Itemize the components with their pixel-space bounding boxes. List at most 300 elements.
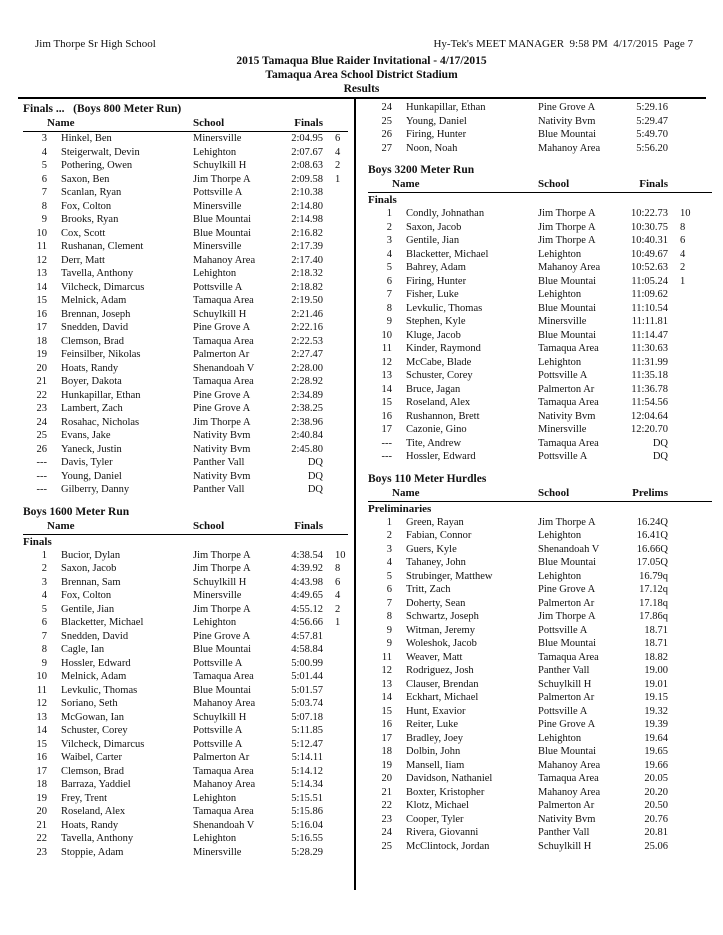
athlete-name-cell: Melnick, Adam [61,671,127,682]
school-cell: Palmerton Ar [538,597,595,609]
athlete-name-cell: Mansell, Iiam [406,759,465,771]
athlete-name-cell: Bruce, Jagan [406,383,461,395]
school-cell: Jim Thorpe A [193,173,251,185]
result-row [23,562,348,576]
school-cell: Lehighton [538,530,582,541]
athlete-name-cell: Hinkel, Ben [61,133,112,144]
points-cell [668,799,712,813]
result-row [368,597,712,611]
school-cell: Lehighton [538,289,582,300]
result-column-header: Finals [294,117,323,129]
athlete-name-cell: Davis, Tyler [61,457,113,468]
points-cell [323,308,348,322]
points-cell [323,697,348,711]
place-cell: 11 [36,241,47,252]
athlete-name-cell: Barraza, Yaddiel [61,779,131,790]
points-cell [668,128,712,142]
athlete-name-cell: Bahrey, Adam [406,262,466,273]
result-cell: 20.81 [644,827,668,838]
points-cell [323,416,348,430]
points-cell [323,240,348,254]
result-row [23,213,348,227]
school-cell: Minersville [193,200,242,212]
result-cell: 17.12q [639,584,668,595]
school-cell: Mahanoy Area [538,759,601,771]
school-cell: Schuylkill H [193,308,247,320]
athlete-name-cell: Hunt, Exavior [406,705,466,717]
result-row [23,711,348,725]
place-cell: 16 [36,308,47,320]
result-row [368,207,712,221]
result-row [368,275,712,289]
result-column-header: Finals [639,178,668,190]
school-cell: Mahanoy Area [193,698,256,709]
place-cell: 1 [386,516,392,528]
athlete-name-cell: Roseland, Alex [61,806,126,817]
place-cell: 9 [386,638,392,649]
round-subheading: Preliminaries [368,502,432,515]
result-row [368,664,712,678]
result-row [368,437,712,451]
school-cell: Tamaqua Area [193,335,254,347]
place-cell: 6 [41,173,47,185]
place-cell: 8 [386,611,392,622]
place-cell: 16 [36,752,47,763]
points-cell [668,637,712,651]
points-cell: 10 [680,208,691,219]
school-cell: Pine Grove A [193,322,251,333]
place-cell: --- [36,484,47,495]
athlete-name-cell: Clemson, Brad [61,765,124,777]
athlete-name-cell: Noon, Noah [406,142,458,154]
result-row [23,616,348,630]
school-cell: Blue Mountai [538,329,597,341]
points-cell [668,142,712,156]
result-cell: 25.06 [644,840,668,852]
points-cell [323,832,348,846]
result-cell: 5:15.86 [291,806,323,817]
result-row [23,321,348,335]
place-cell: 6 [41,617,47,628]
result-cell: 2:16.82 [291,227,323,239]
school-cell: Nativity Bvm [538,115,596,127]
athlete-name-cell: Gilberry, Danny [61,484,130,495]
athlete-name-cell: Blacketter, Michael [61,617,144,628]
result-row [23,294,348,308]
place-cell: 13 [381,370,392,381]
school-cell: Blue Mountai [193,684,252,696]
place-cell: 8 [386,302,392,314]
place-cell: 9 [386,316,392,327]
result-cell: 11:10.54 [631,302,668,314]
school-cell: Pine Grove A [193,389,251,401]
result-row [368,772,712,786]
place-cell: 23 [36,846,47,858]
school-cell: Pottsville A [193,725,243,736]
result-cell: 18.82 [644,651,668,663]
points-cell [668,732,712,746]
column-headers [368,178,712,193]
place-cell: 1 [41,549,47,561]
school-cell: Pottsville A [193,187,243,198]
athlete-name-cell: Hunkapillar, Ethan [61,389,141,401]
athlete-name-cell: Brennan, Joseph [61,308,131,320]
points-cell: 4 [680,248,686,260]
athlete-name-cell: Brooks, Ryan [61,214,119,225]
athlete-name-cell: Klotz, Michael [406,800,469,811]
athlete-name-cell: Firing, Hunter [406,275,467,287]
result-row [23,697,348,711]
place-cell: --- [36,457,47,468]
place-cell: 17 [36,765,47,777]
result-cell: 5:28.29 [291,846,323,858]
result-cell: 2:18.82 [291,281,323,293]
school-cell: Lehighton [538,732,582,744]
school-column-header: School [193,117,225,129]
result-cell: 5:29.16 [636,102,668,113]
points-cell: 1 [335,173,341,185]
points-cell [323,254,348,268]
athlete-name-cell: Gentile, Jian [406,235,460,246]
school-cell: Tamaqua Area [193,376,254,387]
result-row [368,556,712,570]
place-cell: 7 [41,630,47,642]
points-cell [323,670,348,684]
athlete-name-cell: Rodriguez, Josh [406,665,474,676]
points-cell: 6 [335,133,341,144]
result-row [23,443,348,457]
result-cell: 19.15 [644,692,668,703]
school-cell: Schuylkill H [538,678,592,690]
points-cell: 1 [335,617,341,628]
athlete-name-cell: Young, Daniel [61,470,122,482]
athlete-name-cell: Rivera, Giovanni [406,827,479,838]
result-cell: 5:12.47 [291,738,323,750]
result-row [23,308,348,322]
result-row [23,159,348,173]
school-cell: Tamaqua Area [193,295,254,306]
result-row [23,375,348,389]
school-cell: Palmerton Ar [538,692,595,703]
points-cell [323,200,348,214]
place-cell: 27 [381,142,392,154]
points-cell [668,718,712,732]
result-row [368,396,712,410]
column-headers [23,117,348,132]
school-cell: Shenandoah V [193,362,255,374]
school-cell: Panther Vall [538,665,590,676]
place-cell: 5 [41,603,47,615]
place-cell: 2 [386,530,392,541]
school-cell: Pine Grove A [193,403,251,414]
school-cell: Blue Mountai [538,638,597,649]
result-cell: 2:38.25 [291,403,323,414]
school-cell: Palmerton Ar [538,800,595,811]
result-cell: 16.41Q [636,530,668,541]
school-cell: Tamaqua Area [538,437,599,449]
place-cell: 2 [41,563,47,574]
result-row [368,529,712,543]
athlete-name-cell: Clemson, Brad [61,335,124,347]
points-cell: 2 [335,603,341,615]
place-cell: 11 [381,651,392,663]
result-row [23,751,348,765]
points-cell [668,583,712,597]
result-cell: 11:14.47 [631,329,668,341]
athlete-name-cell: Witman, Jeremy [406,624,475,636]
result-cell: 5:11.85 [291,725,323,736]
result-row [23,549,348,563]
result-cell: 2:38.96 [291,416,323,428]
round-subheading: Finals [368,194,397,206]
result-cell: 19.01 [644,678,668,690]
result-row [23,240,348,254]
place-cell: 16 [381,719,392,730]
school-cell: Tamaqua Area [538,773,599,784]
school-cell: Blue Mountai [538,275,597,287]
result-row [368,329,712,343]
result-cell: 18.71 [644,624,668,636]
result-column-header: Prelims [632,486,668,499]
athlete-name-cell: Guers, Kyle [406,543,457,555]
place-cell: 11 [381,343,392,354]
result-cell: 11:54.56 [631,397,668,408]
place-cell: 15 [381,705,392,717]
result-row [23,389,348,403]
result-row [368,234,712,248]
place-cell: 18 [36,335,47,347]
school-column-header: School [538,486,570,499]
result-row [368,516,712,530]
points-cell: 2 [335,160,341,171]
school-cell: Palmerton Ar [193,349,250,360]
place-cell: 1 [386,208,392,219]
result-cell: 5:14.34 [291,779,323,790]
result-cell: 2:07.67 [291,146,323,158]
result-cell: 4:49.65 [291,590,323,601]
athlete-name-cell: Frey, Trent [61,792,107,804]
points-cell [668,597,712,611]
athlete-name-cell: Snedden, David [61,630,129,642]
school-cell: Minersville [193,590,242,601]
result-row [368,342,712,356]
result-cell: 5:03.74 [291,698,323,709]
points-cell [323,227,348,241]
result-row [368,678,712,692]
school-cell: Blue Mountai [538,746,597,757]
result-row [23,483,348,497]
athlete-name-cell: Scanlan, Ryan [61,187,122,198]
athlete-name-cell: Kluge, Jacob [406,329,461,341]
result-row [23,227,348,241]
points-cell [668,651,712,665]
school-column-header: School [538,178,570,190]
host-school-name: Jim Thorpe Sr High School [35,38,156,50]
place-cell: 13 [36,268,47,279]
result-row [23,603,348,617]
result-cell: 20.76 [644,813,668,825]
points-cell [323,684,348,698]
place-cell: 17 [381,424,392,435]
points-cell [668,450,712,464]
result-row [23,254,348,268]
result-row [23,348,348,362]
athlete-name-cell: Bradley, Joey [406,732,464,744]
athlete-name-cell: Dolbin, John [406,746,461,757]
points-cell [323,456,348,470]
result-cell: 20.20 [644,786,668,798]
athlete-name-cell: Pothering, Owen [61,160,133,171]
result-row [23,470,348,484]
athlete-name-cell: Rushanan, Clement [61,241,144,252]
result-cell: 11:05.24 [631,275,668,287]
result-row [23,684,348,698]
school-cell: Tamaqua Area [193,806,254,817]
page-header [35,38,693,50]
athlete-name-cell: Clauser, Brendan [406,678,479,690]
points-cell [668,826,712,840]
place-cell: --- [381,451,392,462]
result-cell: 5:29.47 [636,115,668,127]
school-cell: Jim Thorpe A [193,563,251,574]
athlete-name-cell: McClintock, Jordan [406,840,490,852]
athlete-name-cell: Fox, Colton [61,200,112,212]
result-row [368,261,712,275]
school-cell: Nativity Bvm [538,813,596,825]
points-cell [323,778,348,792]
place-cell: 3 [386,235,392,246]
school-cell: Pine Grove A [538,102,596,113]
points-cell [668,396,712,410]
result-row [23,670,348,684]
result-row [368,759,712,773]
points-cell [323,846,348,860]
school-cell: Nativity Bvm [193,470,251,482]
place-cell: 7 [386,597,392,609]
points-cell [668,342,712,356]
event-heading: Finals ... (Boys 800 Meter Run) [23,103,182,115]
place-cell: 14 [381,692,392,703]
result-row [368,101,712,115]
points-cell: 2 [680,262,686,273]
result-row [23,402,348,416]
points-cell [323,335,348,349]
points-cell [668,288,712,302]
result-cell: 4:39.92 [291,563,323,574]
round-subheading: Finals [23,535,52,548]
result-cell: 10:40.31 [630,235,668,246]
points-cell [668,691,712,705]
athlete-name-cell: Rosahac, Nicholas [61,416,140,428]
event-section [23,505,348,860]
result-cell: 2:28.92 [291,376,323,387]
school-cell: Lehighton [193,617,237,628]
place-cell: 9 [41,657,47,669]
points-cell [323,281,348,295]
athlete-name-cell: Young, Daniel [406,115,467,127]
place-cell: 7 [41,187,47,198]
result-cell: 10:52.63 [630,262,668,273]
left-column [23,101,348,859]
athlete-name-cell: Yaneck, Justin [61,443,122,455]
athlete-name-cell: Cooper, Tyler [406,813,464,825]
points-cell [668,624,712,638]
school-cell: Tamaqua Area [538,397,599,408]
place-cell: 14 [36,725,47,736]
result-cell: 11:30.63 [631,343,668,354]
athlete-name-cell: Davidson, Nathaniel [406,773,493,784]
athlete-name-cell: Boyer, Dakota [61,376,122,387]
school-cell: Panther Vall [193,484,245,495]
points-cell [668,664,712,678]
result-cell: 2:28.00 [291,362,323,374]
result-cell: 19.39 [644,719,668,730]
school-cell: Jim Thorpe A [193,549,251,561]
school-cell: Lehighton [538,570,582,582]
result-cell: 19.66 [644,759,668,771]
points-cell [668,610,712,624]
result-cell: 19.00 [644,665,668,676]
school-cell: Pottsville A [193,281,243,293]
result-cell: 2:14.98 [291,214,323,225]
points-cell [668,745,712,759]
result-cell: 4:58.84 [291,644,323,655]
result-row [368,543,712,557]
result-row [368,128,712,142]
result-row [23,416,348,430]
result-row [23,657,348,671]
athlete-name-cell: Roseland, Alex [406,397,471,408]
place-cell: 12 [381,665,392,676]
school-cell: Panther Vall [538,827,590,838]
athlete-name-cell: Hoats, Randy [61,362,119,374]
result-cell: 11:09.62 [631,289,668,300]
place-cell: 5 [41,160,47,171]
place-cell: 4 [386,557,392,568]
column-divider [354,98,356,890]
result-cell: 2:17.39 [291,241,323,252]
place-cell: 11 [36,684,47,696]
result-cell: 18.71 [644,638,668,649]
points-cell [323,186,348,200]
points-cell [668,705,712,719]
points-cell [668,556,712,570]
points-cell [668,410,712,424]
points-cell [323,751,348,765]
school-cell: Minersville [538,316,587,327]
athlete-name-cell: Firing, Hunter [406,129,467,140]
place-cell: 15 [36,295,47,306]
school-cell: Mahanoy Area [193,779,256,790]
result-cell: 2:21.46 [291,308,323,320]
athlete-name-cell: Fisher, Luke [406,289,459,300]
place-cell: 17 [381,732,392,744]
result-cell: 2:22.16 [291,322,323,333]
athlete-name-cell: Levkulic, Thomas [406,302,483,314]
place-cell: 4 [41,590,47,601]
school-cell: Minersville [193,846,242,858]
result-cell: DQ [307,470,323,482]
athlete-name-cell: Boxter, Kristopher [406,786,485,798]
place-cell: 5 [386,262,392,273]
points-cell [668,356,712,370]
school-cell: Nativity Bvm [538,410,596,422]
result-row [23,576,348,590]
athlete-name-cell: Tahaney, John [406,557,466,568]
meet-venue: Tamaqua Area School District Stadium [265,69,458,81]
points-cell [668,570,712,584]
right-column [368,101,712,853]
